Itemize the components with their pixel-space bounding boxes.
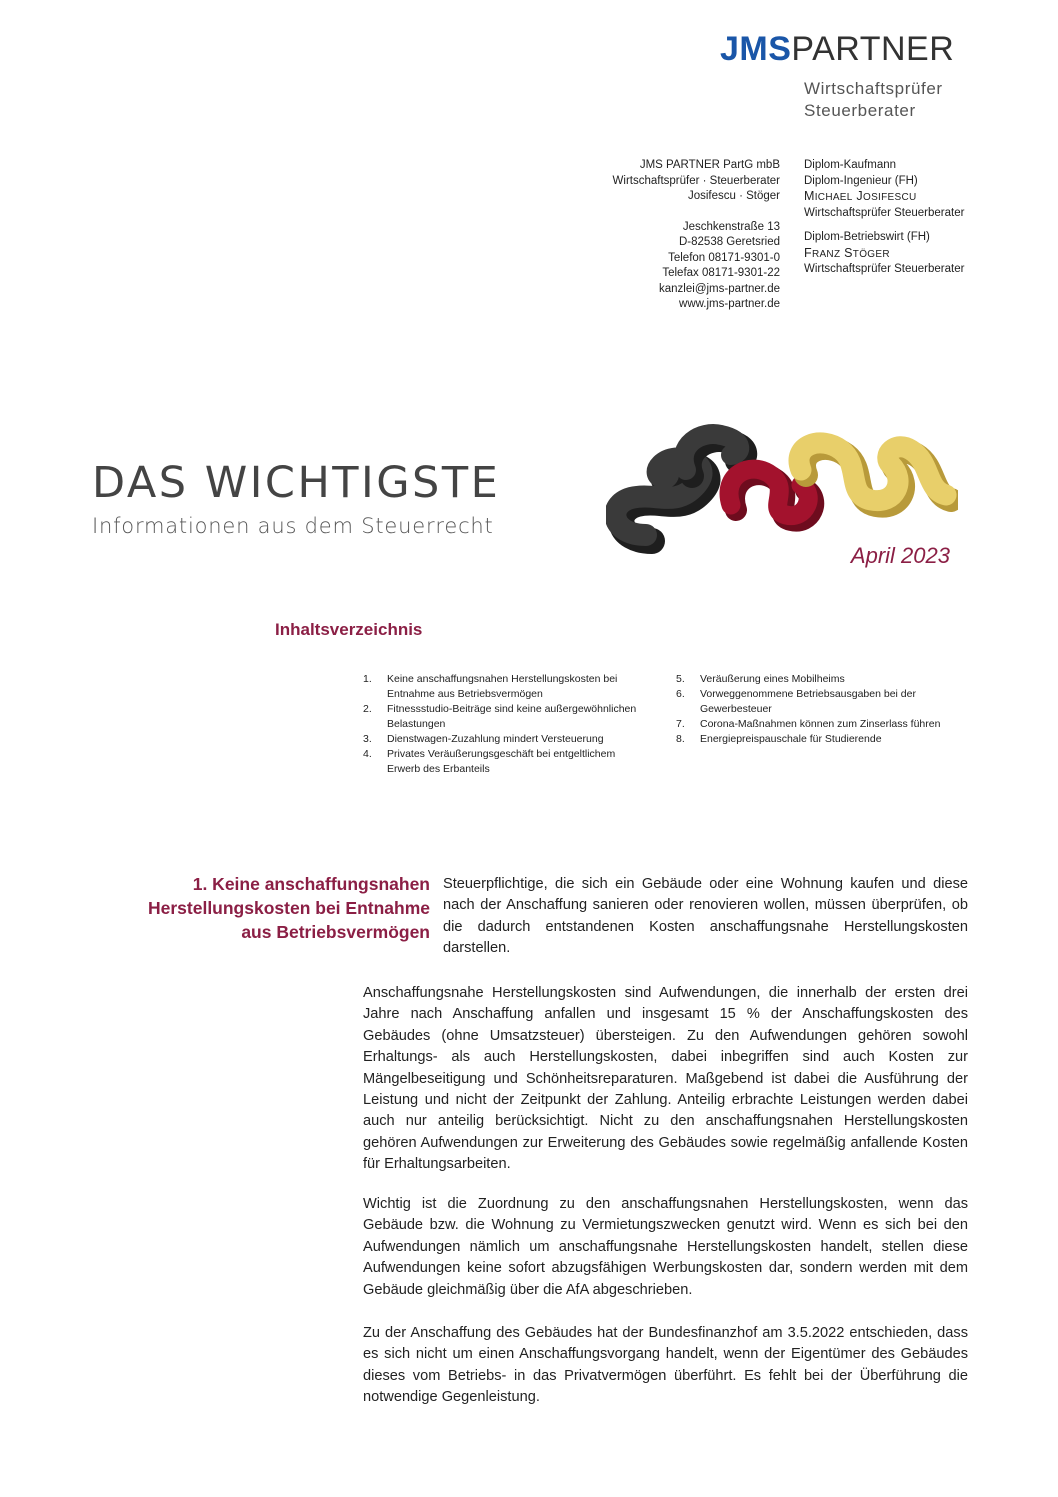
toc-item-text: Veräußerung eines Mobilheims bbox=[700, 673, 845, 685]
toc-column-right bbox=[676, 672, 976, 747]
toc-item-number: 3. bbox=[363, 733, 372, 745]
firm-logo bbox=[720, 30, 954, 69]
address-city: D-82538 Geretsried bbox=[679, 236, 780, 248]
address-website[interactable]: www.jms-partner.de bbox=[679, 298, 780, 310]
address-phone: Telefon 08171-9301-0 bbox=[668, 251, 780, 264]
partners-block bbox=[804, 158, 964, 278]
toc-item-text: Privates Veräußerungsgeschäft bei entgeltlichem Erwerb des Erbanteils bbox=[387, 748, 616, 775]
section-heading-line: Herstellungskosten bei Entnahme bbox=[147, 898, 430, 918]
document-subtitle: Informationen aus dem Steuerrecht bbox=[92, 514, 494, 538]
toc-item[interactable] bbox=[363, 732, 648, 747]
toc-item-number: 5. bbox=[676, 673, 685, 685]
logo-sub-line-1: Wirtschaftsprüfer bbox=[804, 79, 943, 98]
section-paragraph-2: Anschaffungsnahe Herstellungskosten sind Aufwendungen, die innerhalb der ersten drei Jahre nach Anschaffung anfallen und insgesamt 15 % der Anschaffungskosten des Gebäudes (ohne Umsatzsteuer) übersteigen. Zu den Aufwendungen gehören sowohl Erhaltungs- als auch Herstellungskosten, dabei inbegriffen sind auch Kosten zur Mängelbeseitigung und Schönheitsreparaturen. Maßgebend ist dabei die Ausführung der Leistung und nicht der Zeitpunkt der Zahlung. Anteilig erbrachte Leistungen werden dabei auch nur anteilig berücksichtigt. Nicht zu den anschaffungsnahen Herstellungskosten gehören Aufwendungen zur Erweiterung des Gebäudes sowie regelmäßig anfallende Kosten für Erhaltungsarbeiten. bbox=[363, 985, 968, 1173]
address-street: Jeschkenstraße 13 bbox=[682, 220, 780, 233]
partner-role: Wirtschaftsprüfer Steuerberater bbox=[804, 206, 965, 219]
partner-name: FRANZ STÖGER bbox=[804, 245, 890, 260]
address-fax: Telefax 08171-9301-22 bbox=[662, 267, 780, 279]
toc-item-text: Energiepreispauschale für Studierende bbox=[700, 733, 882, 745]
toc-item-number: 4. bbox=[363, 748, 372, 760]
document-title: DAS WICHTIGSTE bbox=[92, 458, 501, 508]
firm-address-block bbox=[613, 158, 780, 313]
toc-item-text: Keine anschaffungsnahen Herstellungskosten bei Entnahme aus Betriebsvermögen bbox=[387, 673, 618, 700]
address-line: JMS PARTNER PartG mbB bbox=[639, 159, 780, 171]
toc-item-number: 6. bbox=[676, 688, 685, 700]
toc-item-text: Corona-Maßnahmen können zum Zinserlass führen bbox=[700, 718, 941, 730]
toc-item-number: 1. bbox=[363, 673, 372, 685]
partner-name-rest: TÖGER bbox=[852, 248, 890, 260]
logo-text: PARTNER bbox=[791, 30, 955, 68]
edition-date: April 2023 bbox=[850, 543, 950, 568]
partner-title: Diplom-Ingenieur (FH) bbox=[804, 174, 918, 187]
address-line: Wirtschaftsprüfer · Steuerberater bbox=[612, 174, 780, 187]
logo-bold-text: JMS bbox=[720, 30, 792, 68]
toc-item-number: 8. bbox=[676, 733, 685, 745]
toc-heading: Inhaltsverzeichnis bbox=[275, 620, 423, 639]
section-heading bbox=[100, 872, 430, 944]
address-email[interactable]: kanzlei@jms-partner.de bbox=[659, 282, 780, 295]
toc-item[interactable] bbox=[363, 672, 648, 702]
logo-subtitle bbox=[804, 78, 943, 122]
toc-item[interactable] bbox=[676, 672, 976, 687]
section-heading-line: 1. Keine anschaffungsnahen bbox=[192, 874, 430, 894]
partner-name: MICHAEL JOSIFESCU bbox=[804, 189, 917, 203]
toc-item-text: Fitnessstudio-Beiträge sind keine außergewöhnlichen Belastungen bbox=[387, 703, 637, 730]
toc-item-text: Vorweggenommene Betriebsausgaben bei der Gewerbesteuer bbox=[700, 688, 916, 715]
address-line: Josifescu · Stöger bbox=[687, 190, 780, 202]
toc-item[interactable] bbox=[363, 747, 648, 777]
partner-name-rest: ICHAEL bbox=[814, 192, 853, 203]
partner-name-rest: OSIFESCU bbox=[862, 192, 917, 203]
toc-item[interactable] bbox=[676, 732, 976, 747]
section-paragraph-3: Wichtig ist die Zuordnung zu den anschaffungsnahen Herstellungskosten, wenn das Gebäude bzw. die Wohnung zu Vermietungszwecken genutzt wird. Wenn es sich bei den Aufwendungen nämlich um anschaffungsnahe Herstellungskosten handelt, stellen diese Aufwendungen keine sofort abzugsfähigen Werbungskosten dar, sondern werden mit dem Gebäude gleichmäßig über die AfA abgeschrieben. bbox=[363, 1196, 968, 1298]
toc-item[interactable] bbox=[363, 702, 648, 732]
toc-column-left bbox=[363, 672, 648, 777]
partner-title: Diplom-Betriebswirt (FH) bbox=[804, 231, 930, 243]
toc-item-number: 7. bbox=[676, 718, 685, 730]
toc-item-text: Dienstwagen-Zuzahlung mindert Versteuerung bbox=[387, 733, 604, 745]
section-paragraph-1: Steuerpflichtige, die sich ein Gebäude oder eine Wohnung kaufen und diese nach der Anschaffung sanieren oder renovieren wollen, müssen überprüfen, ob die dadurch entstandenen Kosten anschaffungsnahe Herstellungskosten darstellen. bbox=[443, 876, 968, 957]
toc-item[interactable] bbox=[676, 717, 976, 732]
toc-item[interactable] bbox=[676, 687, 976, 717]
partner-name-rest: RANZ bbox=[811, 248, 841, 260]
section-heading-line: aus Betriebsvermögen bbox=[241, 922, 430, 942]
section-paragraph-4: Zu der Anschaffung des Gebäudes hat der Bundesfinanzhof am 3.5.2022 entschieden, dass es sich nicht um einen Anschaffungsvorgang handelt, wenn der Eigentümer des Gebäudes dieses vom Betriebs- in das Privatvermögen überführt. Es fehlt bei der Überführung die notwendige Gegenleistung. bbox=[363, 1325, 968, 1406]
toc-item-number: 2. bbox=[363, 703, 372, 715]
paragraph-symbols-graphic bbox=[606, 410, 958, 555]
partner-title: Diplom-Kaufmann bbox=[804, 159, 897, 171]
logo-sub-line-2: Steuerberater bbox=[804, 101, 916, 120]
partner-role: Wirtschaftsprüfer Steuerberater bbox=[804, 263, 965, 275]
